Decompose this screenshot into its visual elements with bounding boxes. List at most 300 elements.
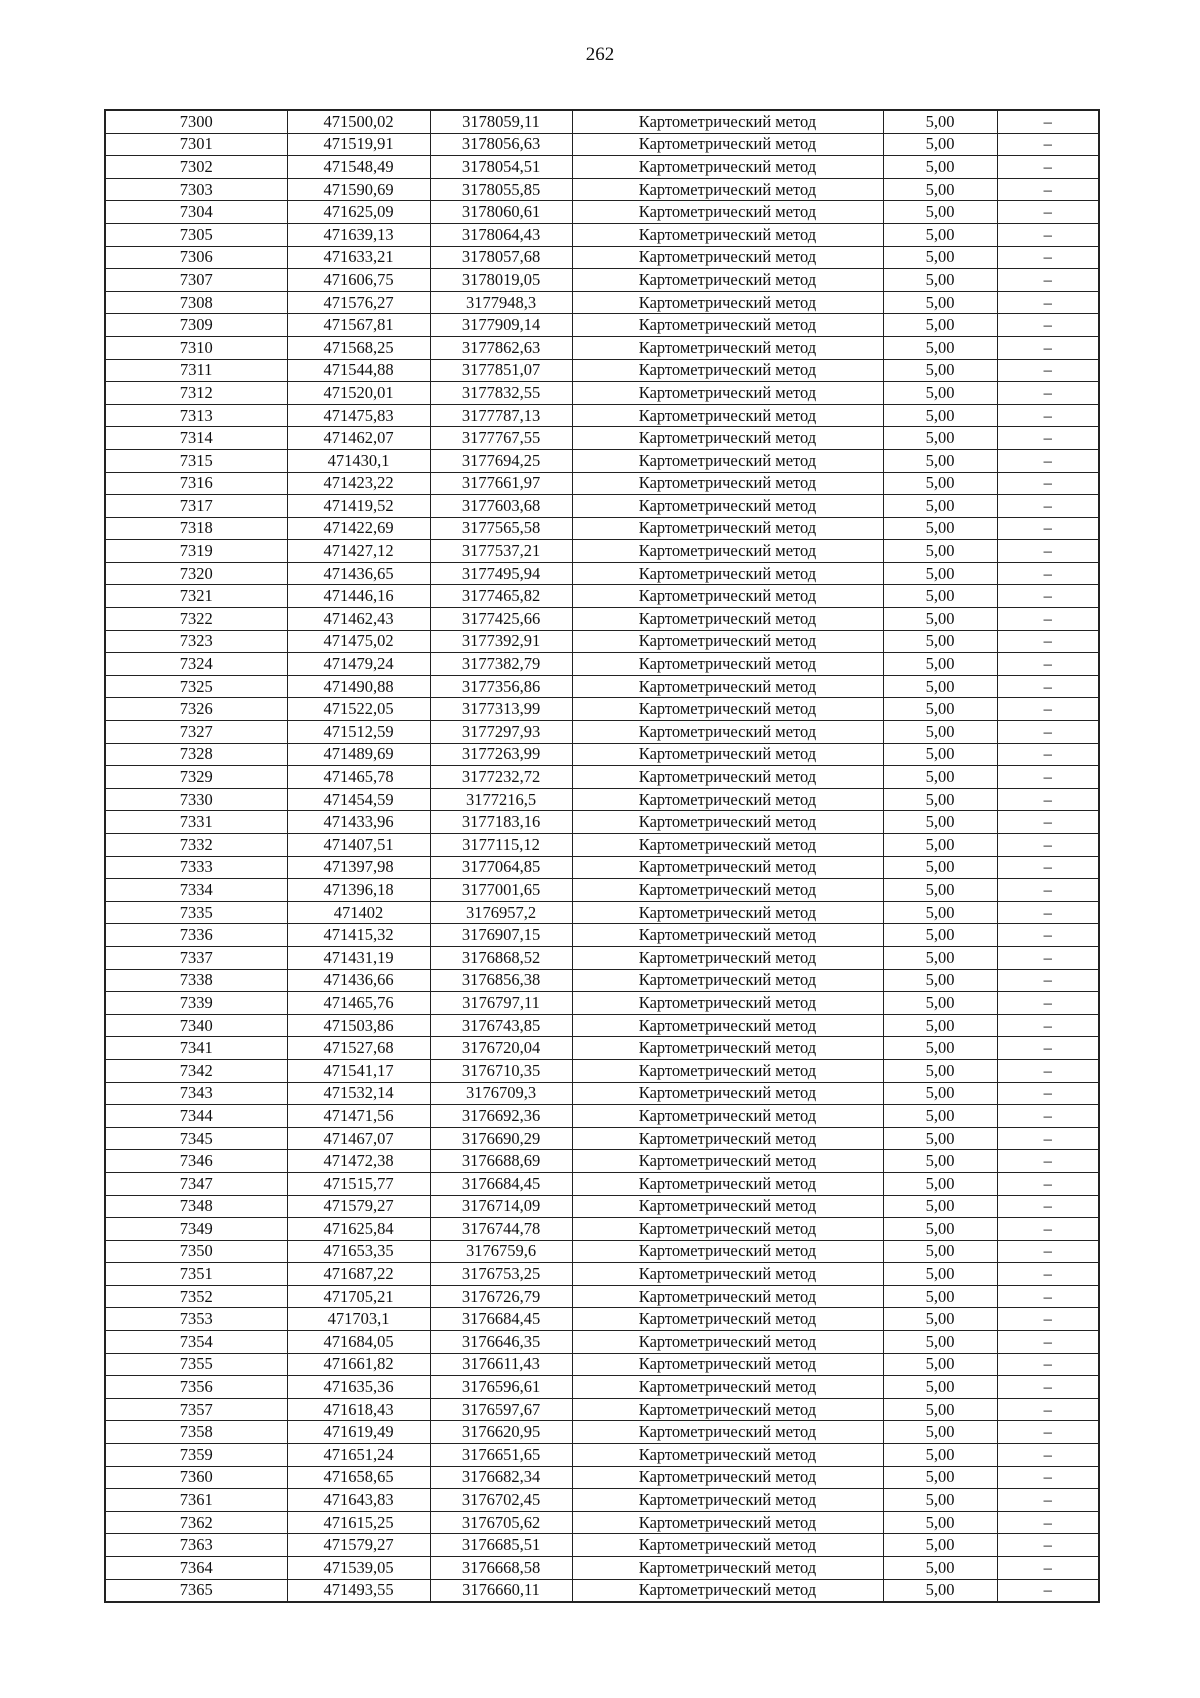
y-coordinate-cell: 3176685,51 xyxy=(430,1534,572,1557)
x-coordinate-cell: 471407,51 xyxy=(287,834,430,857)
table-row xyxy=(105,585,1099,608)
method-cell: Картометрический метод xyxy=(572,721,883,744)
y-coordinate-cell: 3178019,05 xyxy=(430,269,572,292)
note-cell: – xyxy=(997,630,1099,653)
y-coordinate-cell: 3176688,69 xyxy=(430,1150,572,1173)
table-row xyxy=(105,1127,1099,1150)
y-coordinate-cell: 3177216,5 xyxy=(430,788,572,811)
point-number-cell: 7350 xyxy=(105,1240,287,1263)
y-coordinate-cell: 3177909,14 xyxy=(430,314,572,337)
note-cell: – xyxy=(997,1105,1099,1128)
x-coordinate-cell: 471579,27 xyxy=(287,1195,430,1218)
accuracy-cell: 5,00 xyxy=(883,969,997,992)
y-coordinate-cell: 3177425,66 xyxy=(430,608,572,631)
method-cell: Картометрический метод xyxy=(572,879,883,902)
y-coordinate-cell: 3177356,86 xyxy=(430,675,572,698)
table-row xyxy=(105,811,1099,834)
y-coordinate-cell: 3176714,09 xyxy=(430,1195,572,1218)
accuracy-cell: 5,00 xyxy=(883,1014,997,1037)
note-cell: – xyxy=(997,133,1099,156)
accuracy-cell: 5,00 xyxy=(883,178,997,201)
accuracy-cell: 5,00 xyxy=(883,879,997,902)
table-row xyxy=(105,562,1099,585)
x-coordinate-cell: 471462,43 xyxy=(287,608,430,631)
x-coordinate-cell: 471643,83 xyxy=(287,1489,430,1512)
x-coordinate-cell: 471703,1 xyxy=(287,1308,430,1331)
point-number-cell: 7305 xyxy=(105,223,287,246)
note-cell: – xyxy=(997,946,1099,969)
method-cell: Картометрический метод xyxy=(572,178,883,201)
y-coordinate-cell: 3176684,45 xyxy=(430,1308,572,1331)
note-cell: – xyxy=(997,879,1099,902)
note-cell: – xyxy=(997,1285,1099,1308)
point-number-cell: 7324 xyxy=(105,653,287,676)
accuracy-cell: 5,00 xyxy=(883,1263,997,1286)
point-number-cell: 7322 xyxy=(105,608,287,631)
table-row xyxy=(105,1014,1099,1037)
method-cell: Картометрический метод xyxy=(572,1308,883,1331)
table-row xyxy=(105,1195,1099,1218)
x-coordinate-cell: 471625,09 xyxy=(287,201,430,224)
table-row xyxy=(105,1308,1099,1331)
table-row xyxy=(105,969,1099,992)
table-row xyxy=(105,246,1099,269)
accuracy-cell: 5,00 xyxy=(883,766,997,789)
y-coordinate-cell: 3177537,21 xyxy=(430,540,572,563)
x-coordinate-cell: 471471,56 xyxy=(287,1105,430,1128)
table-row xyxy=(105,1082,1099,1105)
y-coordinate-cell: 3176651,65 xyxy=(430,1444,572,1467)
point-number-cell: 7302 xyxy=(105,156,287,179)
accuracy-cell: 5,00 xyxy=(883,382,997,405)
table-row xyxy=(105,1557,1099,1580)
x-coordinate-cell: 471590,69 xyxy=(287,178,430,201)
table-row xyxy=(105,675,1099,698)
method-cell: Картометрический метод xyxy=(572,1331,883,1354)
accuracy-cell: 5,00 xyxy=(883,1127,997,1150)
method-cell: Картометрический метод xyxy=(572,946,883,969)
x-coordinate-cell: 471544,88 xyxy=(287,359,430,382)
x-coordinate-cell: 471465,76 xyxy=(287,992,430,1015)
y-coordinate-cell: 3176692,36 xyxy=(430,1105,572,1128)
x-coordinate-cell: 471431,19 xyxy=(287,946,430,969)
y-coordinate-cell: 3176702,45 xyxy=(430,1489,572,1512)
note-cell: – xyxy=(997,1150,1099,1173)
y-coordinate-cell: 3176611,43 xyxy=(430,1353,572,1376)
method-cell: Картометрический метод xyxy=(572,1557,883,1580)
accuracy-cell: 5,00 xyxy=(883,653,997,676)
point-number-cell: 7323 xyxy=(105,630,287,653)
table-row xyxy=(105,924,1099,947)
table-row xyxy=(105,1285,1099,1308)
note-cell: – xyxy=(997,1195,1099,1218)
accuracy-cell: 5,00 xyxy=(883,924,997,947)
y-coordinate-cell: 3177183,16 xyxy=(430,811,572,834)
method-cell: Картометрический метод xyxy=(572,766,883,789)
x-coordinate-cell: 471415,32 xyxy=(287,924,430,947)
x-coordinate-cell: 471522,05 xyxy=(287,698,430,721)
table-row xyxy=(105,879,1099,902)
point-number-cell: 7331 xyxy=(105,811,287,834)
y-coordinate-cell: 3177787,13 xyxy=(430,404,572,427)
note-cell: – xyxy=(997,675,1099,698)
x-coordinate-cell: 471427,12 xyxy=(287,540,430,563)
method-cell: Картометрический метод xyxy=(572,969,883,992)
table-row xyxy=(105,992,1099,1015)
x-coordinate-cell: 471430,1 xyxy=(287,449,430,472)
x-coordinate-cell: 471446,16 xyxy=(287,585,430,608)
y-coordinate-cell: 3176797,11 xyxy=(430,992,572,1015)
point-number-cell: 7347 xyxy=(105,1172,287,1195)
point-number-cell: 7327 xyxy=(105,721,287,744)
y-coordinate-cell: 3178054,51 xyxy=(430,156,572,179)
y-coordinate-cell: 3177064,85 xyxy=(430,856,572,879)
y-coordinate-cell: 3177495,94 xyxy=(430,562,572,585)
y-coordinate-cell: 3176743,85 xyxy=(430,1014,572,1037)
point-number-cell: 7306 xyxy=(105,246,287,269)
method-cell: Картометрический метод xyxy=(572,359,883,382)
note-cell: – xyxy=(997,178,1099,201)
note-cell: – xyxy=(997,1489,1099,1512)
note-cell: – xyxy=(997,495,1099,518)
x-coordinate-cell: 471465,78 xyxy=(287,766,430,789)
accuracy-cell: 5,00 xyxy=(883,901,997,924)
x-coordinate-cell: 471653,35 xyxy=(287,1240,430,1263)
method-cell: Картометрический метод xyxy=(572,811,883,834)
note-cell: – xyxy=(997,223,1099,246)
table-row xyxy=(105,110,1099,133)
point-number-cell: 7338 xyxy=(105,969,287,992)
accuracy-cell: 5,00 xyxy=(883,946,997,969)
y-coordinate-cell: 3177851,07 xyxy=(430,359,572,382)
x-coordinate-cell: 471619,49 xyxy=(287,1421,430,1444)
point-number-cell: 7363 xyxy=(105,1534,287,1557)
accuracy-cell: 5,00 xyxy=(883,1172,997,1195)
accuracy-cell: 5,00 xyxy=(883,1059,997,1082)
x-coordinate-cell: 471618,43 xyxy=(287,1398,430,1421)
y-coordinate-cell: 3178059,11 xyxy=(430,110,572,133)
table-row xyxy=(105,788,1099,811)
accuracy-cell: 5,00 xyxy=(883,1466,997,1489)
y-coordinate-cell: 3176682,34 xyxy=(430,1466,572,1489)
table-row xyxy=(105,1150,1099,1173)
y-coordinate-cell: 3177465,82 xyxy=(430,585,572,608)
method-cell: Картометрический метод xyxy=(572,404,883,427)
point-number-cell: 7345 xyxy=(105,1127,287,1150)
table-row xyxy=(105,834,1099,857)
y-coordinate-cell: 3176759,6 xyxy=(430,1240,572,1263)
y-coordinate-cell: 3177603,68 xyxy=(430,495,572,518)
x-coordinate-cell: 471539,05 xyxy=(287,1557,430,1580)
y-coordinate-cell: 3178056,63 xyxy=(430,133,572,156)
table-row xyxy=(105,1172,1099,1195)
x-coordinate-cell: 471423,22 xyxy=(287,472,430,495)
x-coordinate-cell: 471503,86 xyxy=(287,1014,430,1037)
table-row xyxy=(105,449,1099,472)
method-cell: Картометрический метод xyxy=(572,449,883,472)
x-coordinate-cell: 471433,96 xyxy=(287,811,430,834)
point-number-cell: 7300 xyxy=(105,110,287,133)
method-cell: Картометрический метод xyxy=(572,698,883,721)
accuracy-cell: 5,00 xyxy=(883,856,997,879)
table-row xyxy=(105,336,1099,359)
method-cell: Картометрический метод xyxy=(572,495,883,518)
table-row xyxy=(105,1037,1099,1060)
point-number-cell: 7335 xyxy=(105,901,287,924)
point-number-cell: 7346 xyxy=(105,1150,287,1173)
y-coordinate-cell: 3176709,3 xyxy=(430,1082,572,1105)
x-coordinate-cell: 471396,18 xyxy=(287,879,430,902)
point-number-cell: 7360 xyxy=(105,1466,287,1489)
table-row xyxy=(105,1059,1099,1082)
table-row xyxy=(105,1466,1099,1489)
x-coordinate-cell: 471519,91 xyxy=(287,133,430,156)
point-number-cell: 7353 xyxy=(105,1308,287,1331)
note-cell: – xyxy=(997,1534,1099,1557)
note-cell: – xyxy=(997,969,1099,992)
table-row xyxy=(105,1398,1099,1421)
accuracy-cell: 5,00 xyxy=(883,1331,997,1354)
point-number-cell: 7307 xyxy=(105,269,287,292)
y-coordinate-cell: 3176720,04 xyxy=(430,1037,572,1060)
point-number-cell: 7301 xyxy=(105,133,287,156)
accuracy-cell: 5,00 xyxy=(883,1285,997,1308)
x-coordinate-cell: 471658,65 xyxy=(287,1466,430,1489)
x-coordinate-cell: 471475,83 xyxy=(287,404,430,427)
accuracy-cell: 5,00 xyxy=(883,1308,997,1331)
note-cell: – xyxy=(997,1444,1099,1467)
y-coordinate-cell: 3177232,72 xyxy=(430,766,572,789)
x-coordinate-cell: 471705,21 xyxy=(287,1285,430,1308)
point-number-cell: 7310 xyxy=(105,336,287,359)
method-cell: Картометрический метод xyxy=(572,1466,883,1489)
accuracy-cell: 5,00 xyxy=(883,291,997,314)
table-row xyxy=(105,901,1099,924)
accuracy-cell: 5,00 xyxy=(883,1534,997,1557)
x-coordinate-cell: 471661,82 xyxy=(287,1353,430,1376)
accuracy-cell: 5,00 xyxy=(883,1105,997,1128)
table-row xyxy=(105,856,1099,879)
accuracy-cell: 5,00 xyxy=(883,1150,997,1173)
note-cell: – xyxy=(997,608,1099,631)
accuracy-cell: 5,00 xyxy=(883,608,997,631)
x-coordinate-cell: 471548,49 xyxy=(287,156,430,179)
accuracy-cell: 5,00 xyxy=(883,721,997,744)
point-number-cell: 7330 xyxy=(105,788,287,811)
method-cell: Картометрический метод xyxy=(572,246,883,269)
table-row xyxy=(105,1353,1099,1376)
method-cell: Картометрический метод xyxy=(572,472,883,495)
table-row xyxy=(105,472,1099,495)
point-number-cell: 7357 xyxy=(105,1398,287,1421)
table-row xyxy=(105,201,1099,224)
coordinates-table-body xyxy=(105,110,1099,1602)
y-coordinate-cell: 3177382,79 xyxy=(430,653,572,676)
accuracy-cell: 5,00 xyxy=(883,630,997,653)
method-cell: Картометрический метод xyxy=(572,1511,883,1534)
method-cell: Картометрический метод xyxy=(572,653,883,676)
point-number-cell: 7348 xyxy=(105,1195,287,1218)
method-cell: Картометрический метод xyxy=(572,608,883,631)
accuracy-cell: 5,00 xyxy=(883,698,997,721)
method-cell: Картометрический метод xyxy=(572,585,883,608)
y-coordinate-cell: 3176710,35 xyxy=(430,1059,572,1082)
y-coordinate-cell: 3177661,97 xyxy=(430,472,572,495)
x-coordinate-cell: 471436,65 xyxy=(287,562,430,585)
note-cell: – xyxy=(997,1263,1099,1286)
y-coordinate-cell: 3177832,55 xyxy=(430,382,572,405)
x-coordinate-cell: 471472,38 xyxy=(287,1150,430,1173)
method-cell: Картометрический метод xyxy=(572,743,883,766)
table-row xyxy=(105,946,1099,969)
note-cell: – xyxy=(997,901,1099,924)
note-cell: – xyxy=(997,766,1099,789)
y-coordinate-cell: 3176684,45 xyxy=(430,1172,572,1195)
x-coordinate-cell: 471490,88 xyxy=(287,675,430,698)
method-cell: Картометрический метод xyxy=(572,1489,883,1512)
accuracy-cell: 5,00 xyxy=(883,133,997,156)
accuracy-cell: 5,00 xyxy=(883,992,997,1015)
method-cell: Картометрический метод xyxy=(572,1218,883,1241)
method-cell: Картометрический метод xyxy=(572,291,883,314)
y-coordinate-cell: 3176856,38 xyxy=(430,969,572,992)
note-cell: – xyxy=(997,1218,1099,1241)
note-cell: – xyxy=(997,246,1099,269)
accuracy-cell: 5,00 xyxy=(883,743,997,766)
accuracy-cell: 5,00 xyxy=(883,1218,997,1241)
y-coordinate-cell: 3177694,25 xyxy=(430,449,572,472)
accuracy-cell: 5,00 xyxy=(883,1557,997,1580)
point-number-cell: 7364 xyxy=(105,1557,287,1580)
accuracy-cell: 5,00 xyxy=(883,585,997,608)
y-coordinate-cell: 3176726,79 xyxy=(430,1285,572,1308)
table-row xyxy=(105,1263,1099,1286)
accuracy-cell: 5,00 xyxy=(883,472,997,495)
point-number-cell: 7361 xyxy=(105,1489,287,1512)
note-cell: – xyxy=(997,291,1099,314)
point-number-cell: 7332 xyxy=(105,834,287,857)
y-coordinate-cell: 3178064,43 xyxy=(430,223,572,246)
note-cell: – xyxy=(997,1421,1099,1444)
note-cell: – xyxy=(997,540,1099,563)
method-cell: Картометрический метод xyxy=(572,1579,883,1602)
x-coordinate-cell: 471541,17 xyxy=(287,1059,430,1082)
accuracy-cell: 5,00 xyxy=(883,562,997,585)
x-coordinate-cell: 471532,14 xyxy=(287,1082,430,1105)
accuracy-cell: 5,00 xyxy=(883,314,997,337)
x-coordinate-cell: 471520,01 xyxy=(287,382,430,405)
table-row xyxy=(105,1105,1099,1128)
point-number-cell: 7334 xyxy=(105,879,287,902)
method-cell: Картометрический метод xyxy=(572,1150,883,1173)
y-coordinate-cell: 3176753,25 xyxy=(430,1263,572,1286)
y-coordinate-cell: 3176660,11 xyxy=(430,1579,572,1602)
note-cell: – xyxy=(997,1127,1099,1150)
y-coordinate-cell: 3176907,15 xyxy=(430,924,572,947)
note-cell: – xyxy=(997,788,1099,811)
y-coordinate-cell: 3177313,99 xyxy=(430,698,572,721)
note-cell: – xyxy=(997,1037,1099,1060)
y-coordinate-cell: 3177115,12 xyxy=(430,834,572,857)
x-coordinate-cell: 471615,25 xyxy=(287,1511,430,1534)
table-row xyxy=(105,156,1099,179)
accuracy-cell: 5,00 xyxy=(883,811,997,834)
x-coordinate-cell: 471568,25 xyxy=(287,336,430,359)
y-coordinate-cell: 3176646,35 xyxy=(430,1331,572,1354)
note-cell: – xyxy=(997,1353,1099,1376)
y-coordinate-cell: 3176690,29 xyxy=(430,1127,572,1150)
method-cell: Картометрический метод xyxy=(572,1014,883,1037)
x-coordinate-cell: 471454,59 xyxy=(287,788,430,811)
point-number-cell: 7351 xyxy=(105,1263,287,1286)
note-cell: – xyxy=(997,1331,1099,1354)
accuracy-cell: 5,00 xyxy=(883,404,997,427)
table-row xyxy=(105,291,1099,314)
note-cell: – xyxy=(997,472,1099,495)
method-cell: Картометрический метод xyxy=(572,269,883,292)
accuracy-cell: 5,00 xyxy=(883,1579,997,1602)
x-coordinate-cell: 471493,55 xyxy=(287,1579,430,1602)
point-number-cell: 7344 xyxy=(105,1105,287,1128)
point-number-cell: 7316 xyxy=(105,472,287,495)
table-row xyxy=(105,721,1099,744)
table-row xyxy=(105,404,1099,427)
accuracy-cell: 5,00 xyxy=(883,336,997,359)
method-cell: Картометрический метод xyxy=(572,314,883,337)
method-cell: Картометрический метод xyxy=(572,630,883,653)
x-coordinate-cell: 471635,36 xyxy=(287,1376,430,1399)
point-number-cell: 7311 xyxy=(105,359,287,382)
method-cell: Картометрический метод xyxy=(572,924,883,947)
note-cell: – xyxy=(997,1398,1099,1421)
note-cell: – xyxy=(997,1014,1099,1037)
point-number-cell: 7319 xyxy=(105,540,287,563)
point-number-cell: 7343 xyxy=(105,1082,287,1105)
method-cell: Картометрический метод xyxy=(572,1240,883,1263)
table-row xyxy=(105,743,1099,766)
x-coordinate-cell: 471489,69 xyxy=(287,743,430,766)
table-row xyxy=(105,630,1099,653)
point-number-cell: 7325 xyxy=(105,675,287,698)
note-cell: – xyxy=(997,156,1099,179)
note-cell: – xyxy=(997,1172,1099,1195)
method-cell: Картометрический метод xyxy=(572,1398,883,1421)
method-cell: Картометрический метод xyxy=(572,562,883,585)
table-row xyxy=(105,653,1099,676)
table-row xyxy=(105,540,1099,563)
y-coordinate-cell: 3177001,65 xyxy=(430,879,572,902)
point-number-cell: 7318 xyxy=(105,517,287,540)
table-row xyxy=(105,698,1099,721)
method-cell: Картометрический метод xyxy=(572,901,883,924)
method-cell: Картометрический метод xyxy=(572,1105,883,1128)
method-cell: Картометрический метод xyxy=(572,336,883,359)
note-cell: – xyxy=(997,585,1099,608)
note-cell: – xyxy=(997,653,1099,676)
y-coordinate-cell: 3176957,2 xyxy=(430,901,572,924)
point-number-cell: 7356 xyxy=(105,1376,287,1399)
method-cell: Картометрический метод xyxy=(572,110,883,133)
point-number-cell: 7339 xyxy=(105,992,287,1015)
point-number-cell: 7355 xyxy=(105,1353,287,1376)
method-cell: Картометрический метод xyxy=(572,1263,883,1286)
accuracy-cell: 5,00 xyxy=(883,1444,997,1467)
point-number-cell: 7303 xyxy=(105,178,287,201)
y-coordinate-cell: 3178057,68 xyxy=(430,246,572,269)
method-cell: Картометрический метод xyxy=(572,992,883,1015)
method-cell: Картометрический метод xyxy=(572,1195,883,1218)
accuracy-cell: 5,00 xyxy=(883,834,997,857)
